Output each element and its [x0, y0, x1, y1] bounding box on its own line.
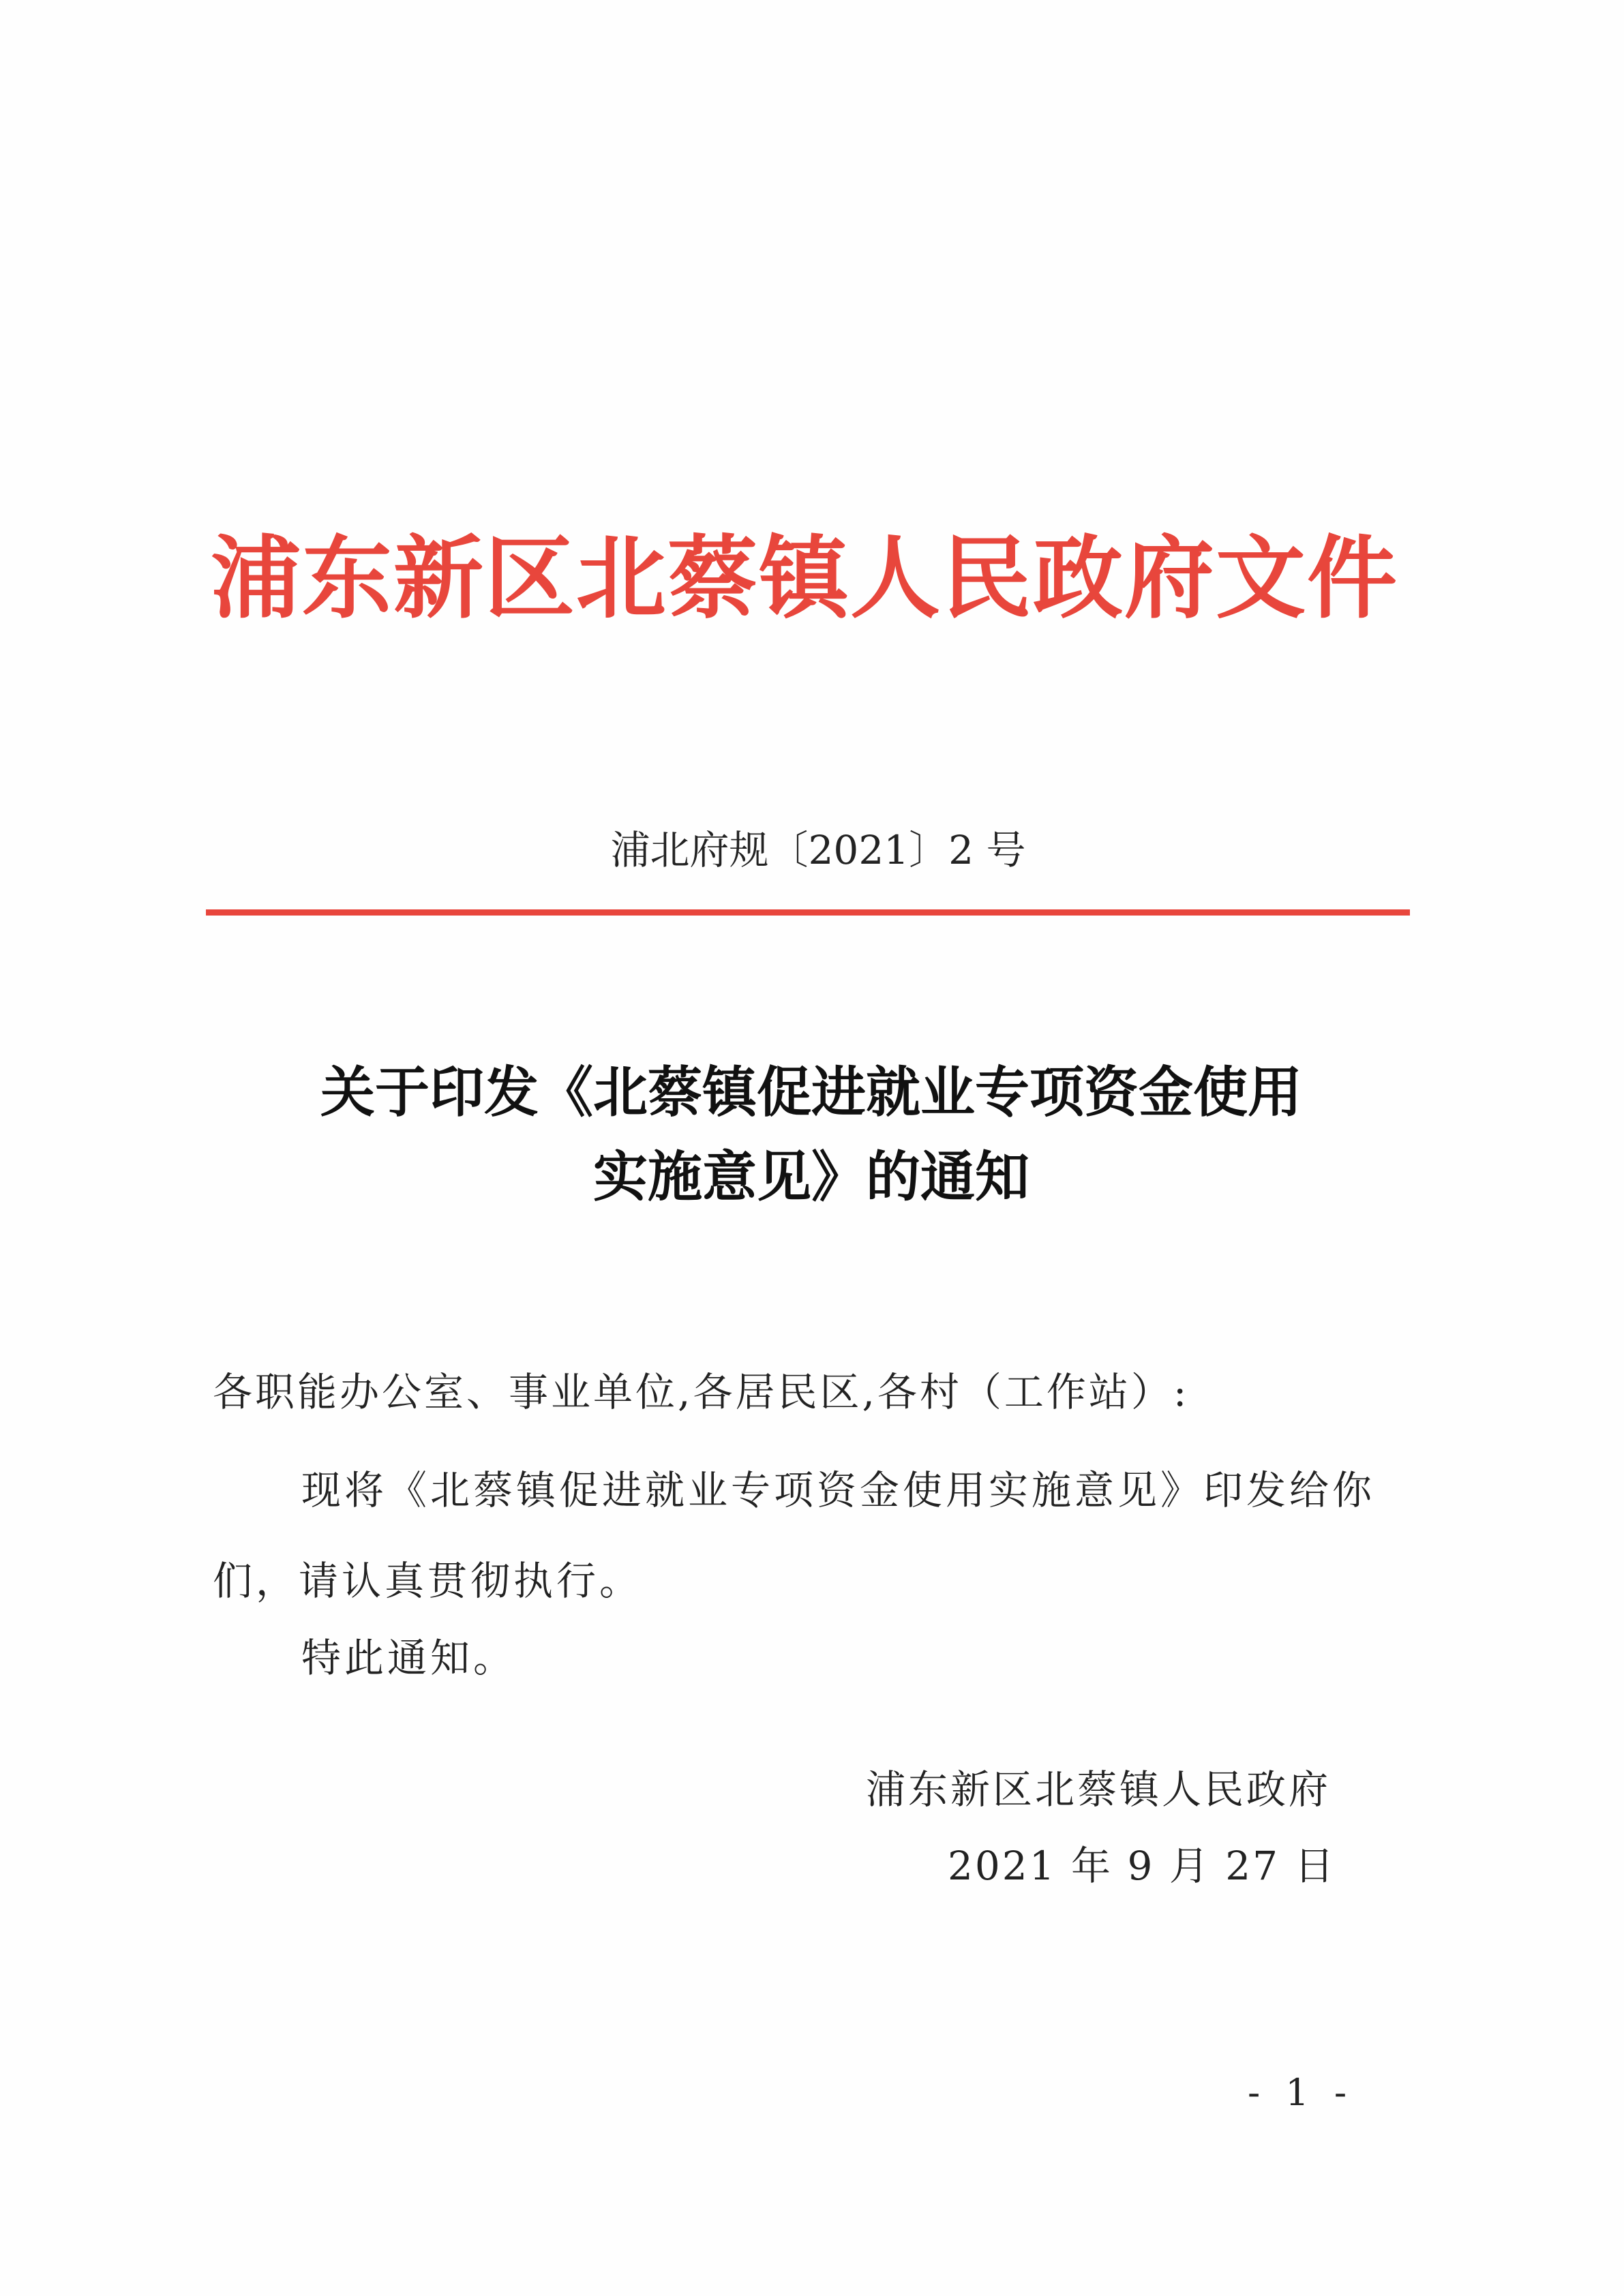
- addressee-line: 各职能办公室、事业单位,各居民区,各村（工作站）:: [213, 1369, 1190, 1415]
- page-number: - 1 -: [1248, 2071, 1354, 2114]
- document-title-line-2: 实施意见》的通知: [593, 1145, 1029, 1209]
- signature-issuer: 浦东新区北蔡镇人民政府: [866, 1766, 1332, 1813]
- issuer-header-title: 浦东新区北蔡镇人民政府文件: [211, 526, 1398, 631]
- closing-remark: 特此通知。: [301, 1635, 517, 1681]
- red-divider-line: [206, 909, 1410, 916]
- document-number: 浦北府规〔2021〕2 号: [610, 827, 1026, 873]
- document-title: [177, 1050, 1445, 1219]
- signature-date: 2021 年 9 月 27 日: [948, 1843, 1336, 1889]
- body-paragraph: 现将《北蔡镇促进就业专项资金使用实施意见》印发给你们，请认真贯彻执行。: [213, 1467, 1376, 1604]
- document-title-line-1: 关于印发《北蔡镇促进就业专项资金使用: [320, 1060, 1302, 1124]
